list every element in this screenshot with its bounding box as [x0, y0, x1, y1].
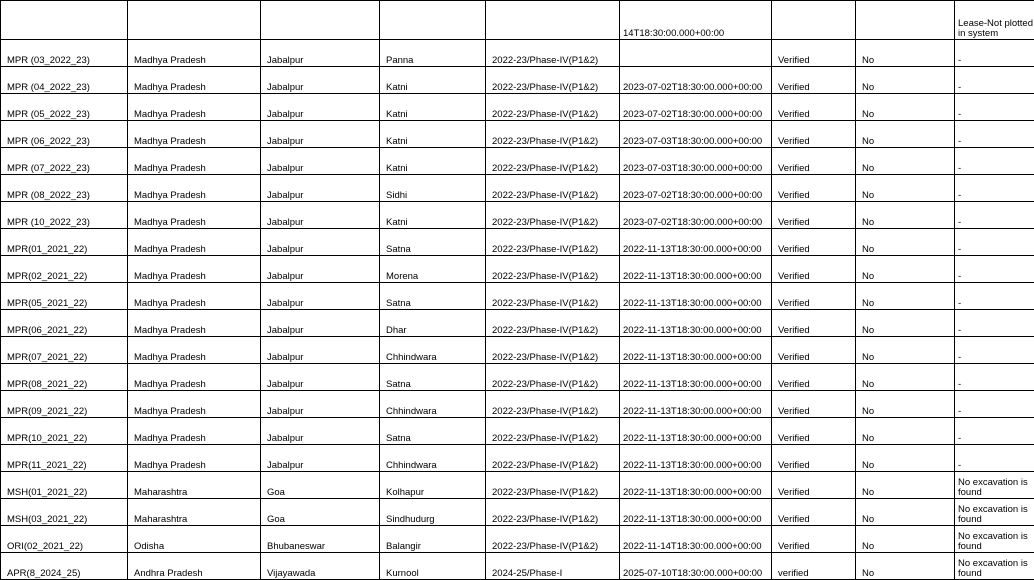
lease-id-cell[interactable]: MPR (05_2022_23): [1, 94, 128, 121]
status-cell[interactable]: Verified: [772, 364, 856, 391]
flag-cell[interactable]: No: [856, 67, 955, 94]
status-cell[interactable]: Verified: [772, 310, 856, 337]
status-cell[interactable]: Verified: [772, 391, 856, 418]
phase-cell[interactable]: 2022-23/Phase-IV(P1&2): [486, 40, 620, 67]
date-cell[interactable]: 2022-11-13T18:30:00.000+00:00: [620, 337, 772, 364]
date-cell[interactable]: 2022-11-13T18:30:00.000+00:00: [620, 418, 772, 445]
remarks-cell[interactable]: No excavation is found: [955, 472, 1034, 499]
status-cell[interactable]: Verified: [772, 526, 856, 553]
phase-cell[interactable]: 2022-23/Phase-IV(P1&2): [486, 256, 620, 283]
lease-id-cell[interactable]: MPR (07_2022_23): [1, 148, 128, 175]
table-row: [1, 391, 1034, 418]
flag-cell[interactable]: No: [856, 499, 955, 526]
phase-cell[interactable]: 2022-23/Phase-IV(P1&2): [486, 310, 620, 337]
status-cell[interactable]: Verified: [772, 40, 856, 67]
lease-id-cell[interactable]: MPR (04_2022_23): [1, 67, 128, 94]
date-cell[interactable]: 2022-11-13T18:30:00.000+00:00: [620, 364, 772, 391]
phase-cell[interactable]: 2022-23/Phase-IV(P1&2): [486, 229, 620, 256]
phase-cell[interactable]: 2022-23/Phase-IV(P1&2): [486, 283, 620, 310]
state-cell[interactable]: Madhya Pradesh: [128, 391, 261, 418]
table-row: [1, 40, 1034, 67]
flag-cell[interactable]: No: [856, 283, 955, 310]
district-cell[interactable]: Satna: [380, 364, 486, 391]
remarks-cell[interactable]: -: [955, 67, 1034, 94]
flag-cell[interactable]: No: [856, 256, 955, 283]
region-cell[interactable]: Jabalpur: [261, 445, 380, 472]
status-cell[interactable]: [772, 1, 856, 40]
remarks-cell[interactable]: -: [955, 391, 1034, 418]
district-cell[interactable]: Kolhapur: [380, 472, 486, 499]
state-cell[interactable]: Madhya Pradesh: [128, 148, 261, 175]
date-cell[interactable]: 2022-11-13T18:30:00.000+00:00: [620, 256, 772, 283]
date-cell[interactable]: 2023-07-03T18:30:00.000+00:00: [620, 148, 772, 175]
region-cell[interactable]: Jabalpur: [261, 121, 380, 148]
remarks-cell[interactable]: -: [955, 94, 1034, 121]
table-row: [1, 67, 1034, 94]
table-body: [1, 1, 1034, 580]
district-cell[interactable]: Katni: [380, 121, 486, 148]
date-cell[interactable]: 2022-11-14T18:30:00.000+00:00: [620, 526, 772, 553]
lease-id-cell[interactable]: MSH(01_2021_22): [1, 472, 128, 499]
status-cell[interactable]: Verified: [772, 472, 856, 499]
state-cell[interactable]: Odisha: [128, 526, 261, 553]
state-cell[interactable]: Madhya Pradesh: [128, 256, 261, 283]
state-cell[interactable]: Madhya Pradesh: [128, 175, 261, 202]
state-cell[interactable]: Madhya Pradesh: [128, 229, 261, 256]
remarks-cell[interactable]: -: [955, 256, 1034, 283]
region-cell[interactable]: Jabalpur: [261, 229, 380, 256]
phase-cell[interactable]: 2022-23/Phase-IV(P1&2): [486, 175, 620, 202]
state-cell[interactable]: Maharashtra: [128, 472, 261, 499]
remarks-cell[interactable]: -: [955, 121, 1034, 148]
region-cell[interactable]: Jabalpur: [261, 148, 380, 175]
table-row: [1, 175, 1034, 202]
state-cell[interactable]: Madhya Pradesh: [128, 445, 261, 472]
status-cell[interactable]: Verified: [772, 175, 856, 202]
lease-id-cell[interactable]: MSH(03_2021_22): [1, 499, 128, 526]
district-cell[interactable]: Morena: [380, 256, 486, 283]
remarks-cell[interactable]: -: [955, 40, 1034, 67]
region-cell[interactable]: Jabalpur: [261, 418, 380, 445]
district-cell[interactable]: Katni: [380, 67, 486, 94]
phase-cell[interactable]: 2022-23/Phase-IV(P1&2): [486, 364, 620, 391]
lease-id-cell[interactable]: MPR(10_2021_22): [1, 418, 128, 445]
date-cell[interactable]: 2023-07-02T18:30:00.000+00:00: [620, 175, 772, 202]
remarks-cell[interactable]: -: [955, 364, 1034, 391]
state-cell[interactable]: Andhra Pradesh: [128, 553, 261, 580]
region-cell[interactable]: Goa: [261, 472, 380, 499]
status-cell[interactable]: Verified: [772, 445, 856, 472]
region-cell[interactable]: Goa: [261, 499, 380, 526]
region-cell[interactable]: Jabalpur: [261, 310, 380, 337]
flag-cell[interactable]: No: [856, 202, 955, 229]
table-row: [1, 283, 1034, 310]
lease-id-cell[interactable]: MPR(09_2021_22): [1, 391, 128, 418]
flag-cell[interactable]: No: [856, 175, 955, 202]
district-cell[interactable]: Sidhi: [380, 175, 486, 202]
lease-id-cell[interactable]: MPR(06_2021_22): [1, 310, 128, 337]
remarks-cell[interactable]: -: [955, 283, 1034, 310]
lease-id-cell[interactable]: MPR(01_2021_22): [1, 229, 128, 256]
flag-cell[interactable]: No: [856, 40, 955, 67]
region-cell[interactable]: Jabalpur: [261, 202, 380, 229]
remarks-cell[interactable]: -: [955, 202, 1034, 229]
table-row: [1, 94, 1034, 121]
remarks-cell[interactable]: Lease-Not plotted in system: [955, 1, 1034, 40]
district-cell[interactable]: Balangir: [380, 526, 486, 553]
state-cell[interactable]: Madhya Pradesh: [128, 121, 261, 148]
remarks-cell[interactable]: -: [955, 310, 1034, 337]
lease-id-cell[interactable]: [1, 1, 128, 40]
lease-id-cell[interactable]: MPR(07_2021_22): [1, 337, 128, 364]
state-cell[interactable]: Madhya Pradesh: [128, 94, 261, 121]
flag-cell[interactable]: No: [856, 391, 955, 418]
phase-cell[interactable]: [486, 1, 620, 40]
state-cell[interactable]: Madhya Pradesh: [128, 202, 261, 229]
district-cell[interactable]: Kurnool: [380, 553, 486, 580]
lease-id-cell[interactable]: ORI(02_2021_22): [1, 526, 128, 553]
remarks-cell[interactable]: No excavation is found: [955, 526, 1034, 553]
region-cell[interactable]: Jabalpur: [261, 391, 380, 418]
state-cell[interactable]: Madhya Pradesh: [128, 418, 261, 445]
date-cell[interactable]: 2023-07-02T18:30:00.000+00:00: [620, 202, 772, 229]
status-cell[interactable]: Verified: [772, 94, 856, 121]
status-cell[interactable]: Verified: [772, 202, 856, 229]
table-row: [1, 148, 1034, 175]
remarks-cell[interactable]: -: [955, 418, 1034, 445]
phase-cell[interactable]: 2022-23/Phase-IV(P1&2): [486, 202, 620, 229]
date-cell[interactable]: [620, 40, 772, 67]
flag-cell[interactable]: No: [856, 445, 955, 472]
flag-cell[interactable]: No: [856, 337, 955, 364]
phase-cell[interactable]: 2022-23/Phase-IV(P1&2): [486, 391, 620, 418]
lease-id-cell[interactable]: APR(8_2024_25): [1, 553, 128, 580]
table-row: [1, 445, 1034, 472]
flag-cell[interactable]: No: [856, 94, 955, 121]
table-row: [1, 499, 1034, 526]
table-row: [1, 364, 1034, 391]
status-cell[interactable]: Verified: [772, 121, 856, 148]
region-cell[interactable]: Jabalpur: [261, 67, 380, 94]
lease-id-cell[interactable]: MPR(02_2021_22): [1, 256, 128, 283]
lease-id-cell[interactable]: MPR(11_2021_22): [1, 445, 128, 472]
table-row: [1, 121, 1034, 148]
status-cell[interactable]: Verified: [772, 499, 856, 526]
date-cell[interactable]: 2025-07-10T18:30:00.000+00:00: [620, 553, 772, 580]
lease-id-cell[interactable]: MPR(08_2021_22): [1, 364, 128, 391]
remarks-cell[interactable]: -: [955, 445, 1034, 472]
phase-cell[interactable]: 2022-23/Phase-IV(P1&2): [486, 148, 620, 175]
district-cell[interactable]: Katni: [380, 202, 486, 229]
remarks-cell[interactable]: No excavation is found: [955, 499, 1034, 526]
phase-cell[interactable]: 2024-25/Phase-I: [486, 553, 620, 580]
table-row: [1, 526, 1034, 553]
remarks-cell[interactable]: No excavation is found: [955, 553, 1034, 580]
region-cell[interactable]: Jabalpur: [261, 337, 380, 364]
date-cell[interactable]: 2022-11-13T18:30:00.000+00:00: [620, 445, 772, 472]
district-cell[interactable]: Satna: [380, 418, 486, 445]
region-cell[interactable]: Jabalpur: [261, 364, 380, 391]
phase-cell[interactable]: 2022-23/Phase-IV(P1&2): [486, 337, 620, 364]
region-cell[interactable]: Jabalpur: [261, 40, 380, 67]
region-cell[interactable]: Jabalpur: [261, 283, 380, 310]
status-cell[interactable]: Verified: [772, 148, 856, 175]
flag-cell[interactable]: No: [856, 418, 955, 445]
phase-cell[interactable]: 2022-23/Phase-IV(P1&2): [486, 472, 620, 499]
district-cell[interactable]: Katni: [380, 94, 486, 121]
phase-cell[interactable]: 2022-23/Phase-IV(P1&2): [486, 418, 620, 445]
phase-cell[interactable]: 2022-23/Phase-IV(P1&2): [486, 67, 620, 94]
date-cell[interactable]: 2022-11-13T18:30:00.000+00:00: [620, 472, 772, 499]
district-cell[interactable]: Chhindwara: [380, 445, 486, 472]
status-cell[interactable]: Verified: [772, 283, 856, 310]
remarks-cell[interactable]: -: [955, 148, 1034, 175]
table-row: [1, 310, 1034, 337]
lease-id-cell[interactable]: MPR (03_2022_23): [1, 40, 128, 67]
region-cell[interactable]: Jabalpur: [261, 94, 380, 121]
state-cell[interactable]: Madhya Pradesh: [128, 67, 261, 94]
lease-id-cell[interactable]: MPR (10_2022_23): [1, 202, 128, 229]
flag-cell[interactable]: No: [856, 472, 955, 499]
region-cell[interactable]: Bhubaneswar: [261, 526, 380, 553]
table-row: [1, 553, 1034, 580]
flag-cell[interactable]: No: [856, 364, 955, 391]
phase-cell[interactable]: 2022-23/Phase-IV(P1&2): [486, 94, 620, 121]
header-row: [1, 1, 1034, 40]
flag-cell[interactable]: [856, 1, 955, 40]
status-cell[interactable]: verified: [772, 553, 856, 580]
flag-cell[interactable]: No: [856, 553, 955, 580]
phase-cell[interactable]: 2022-23/Phase-IV(P1&2): [486, 121, 620, 148]
district-cell[interactable]: Satna: [380, 229, 486, 256]
state-cell[interactable]: Madhya Pradesh: [128, 310, 261, 337]
table-row: [1, 202, 1034, 229]
flag-cell[interactable]: No: [856, 310, 955, 337]
district-cell[interactable]: Chhindwara: [380, 337, 486, 364]
date-cell[interactable]: 2023-07-03T18:30:00.000+00:00: [620, 121, 772, 148]
remarks-cell[interactable]: -: [955, 229, 1034, 256]
district-cell[interactable]: Panna: [380, 40, 486, 67]
lease-id-cell[interactable]: MPR(05_2021_22): [1, 283, 128, 310]
region-cell[interactable]: [261, 1, 380, 40]
date-cell[interactable]: 2022-11-13T18:30:00.000+00:00: [620, 310, 772, 337]
flag-cell[interactable]: No: [856, 229, 955, 256]
date-cell[interactable]: 2023-07-02T18:30:00.000+00:00: [620, 67, 772, 94]
table-row: [1, 418, 1034, 445]
table-row: [1, 337, 1034, 364]
date-cell[interactable]: 2022-11-13T18:30:00.000+00:00: [620, 229, 772, 256]
phase-cell[interactable]: 2022-23/Phase-IV(P1&2): [486, 526, 620, 553]
date-cell[interactable]: 2022-11-13T18:30:00.000+00:00: [620, 499, 772, 526]
status-cell[interactable]: Verified: [772, 418, 856, 445]
state-cell[interactable]: Madhya Pradesh: [128, 283, 261, 310]
region-cell[interactable]: Jabalpur: [261, 256, 380, 283]
status-cell[interactable]: Verified: [772, 256, 856, 283]
remarks-cell[interactable]: -: [955, 337, 1034, 364]
district-cell[interactable]: Satna: [380, 283, 486, 310]
district-cell[interactable]: Katni: [380, 148, 486, 175]
lease-id-cell[interactable]: MPR (08_2022_23): [1, 175, 128, 202]
status-cell[interactable]: Verified: [772, 337, 856, 364]
flag-cell[interactable]: No: [856, 526, 955, 553]
district-cell[interactable]: Chhindwara: [380, 391, 486, 418]
district-cell[interactable]: Dhar: [380, 310, 486, 337]
state-cell[interactable]: Maharashtra: [128, 499, 261, 526]
phase-cell[interactable]: 2022-23/Phase-IV(P1&2): [486, 445, 620, 472]
region-cell[interactable]: Vijayawada: [261, 553, 380, 580]
remarks-cell[interactable]: -: [955, 175, 1034, 202]
state-cell[interactable]: Madhya Pradesh: [128, 40, 261, 67]
table-row: [1, 229, 1034, 256]
date-cell[interactable]: 2022-11-13T18:30:00.000+00:00: [620, 283, 772, 310]
phase-cell[interactable]: 2022-23/Phase-IV(P1&2): [486, 499, 620, 526]
district-cell[interactable]: [380, 1, 486, 40]
date-cell[interactable]: 2023-07-02T18:30:00.000+00:00: [620, 94, 772, 121]
state-cell[interactable]: [128, 1, 261, 40]
table-row: [1, 472, 1034, 499]
lease-id-cell[interactable]: MPR (06_2022_23): [1, 121, 128, 148]
state-cell[interactable]: Madhya Pradesh: [128, 337, 261, 364]
district-cell[interactable]: Sindhudurg: [380, 499, 486, 526]
region-cell[interactable]: Jabalpur: [261, 175, 380, 202]
state-cell[interactable]: Madhya Pradesh: [128, 364, 261, 391]
date-cell[interactable]: 14T18:30:00.000+00:00: [620, 1, 772, 40]
status-cell[interactable]: Verified: [772, 229, 856, 256]
date-cell[interactable]: 2022-11-13T18:30:00.000+00:00: [620, 391, 772, 418]
flag-cell[interactable]: No: [856, 148, 955, 175]
flag-cell[interactable]: No: [856, 121, 955, 148]
table-row: [1, 256, 1034, 283]
status-cell[interactable]: Verified: [772, 67, 856, 94]
